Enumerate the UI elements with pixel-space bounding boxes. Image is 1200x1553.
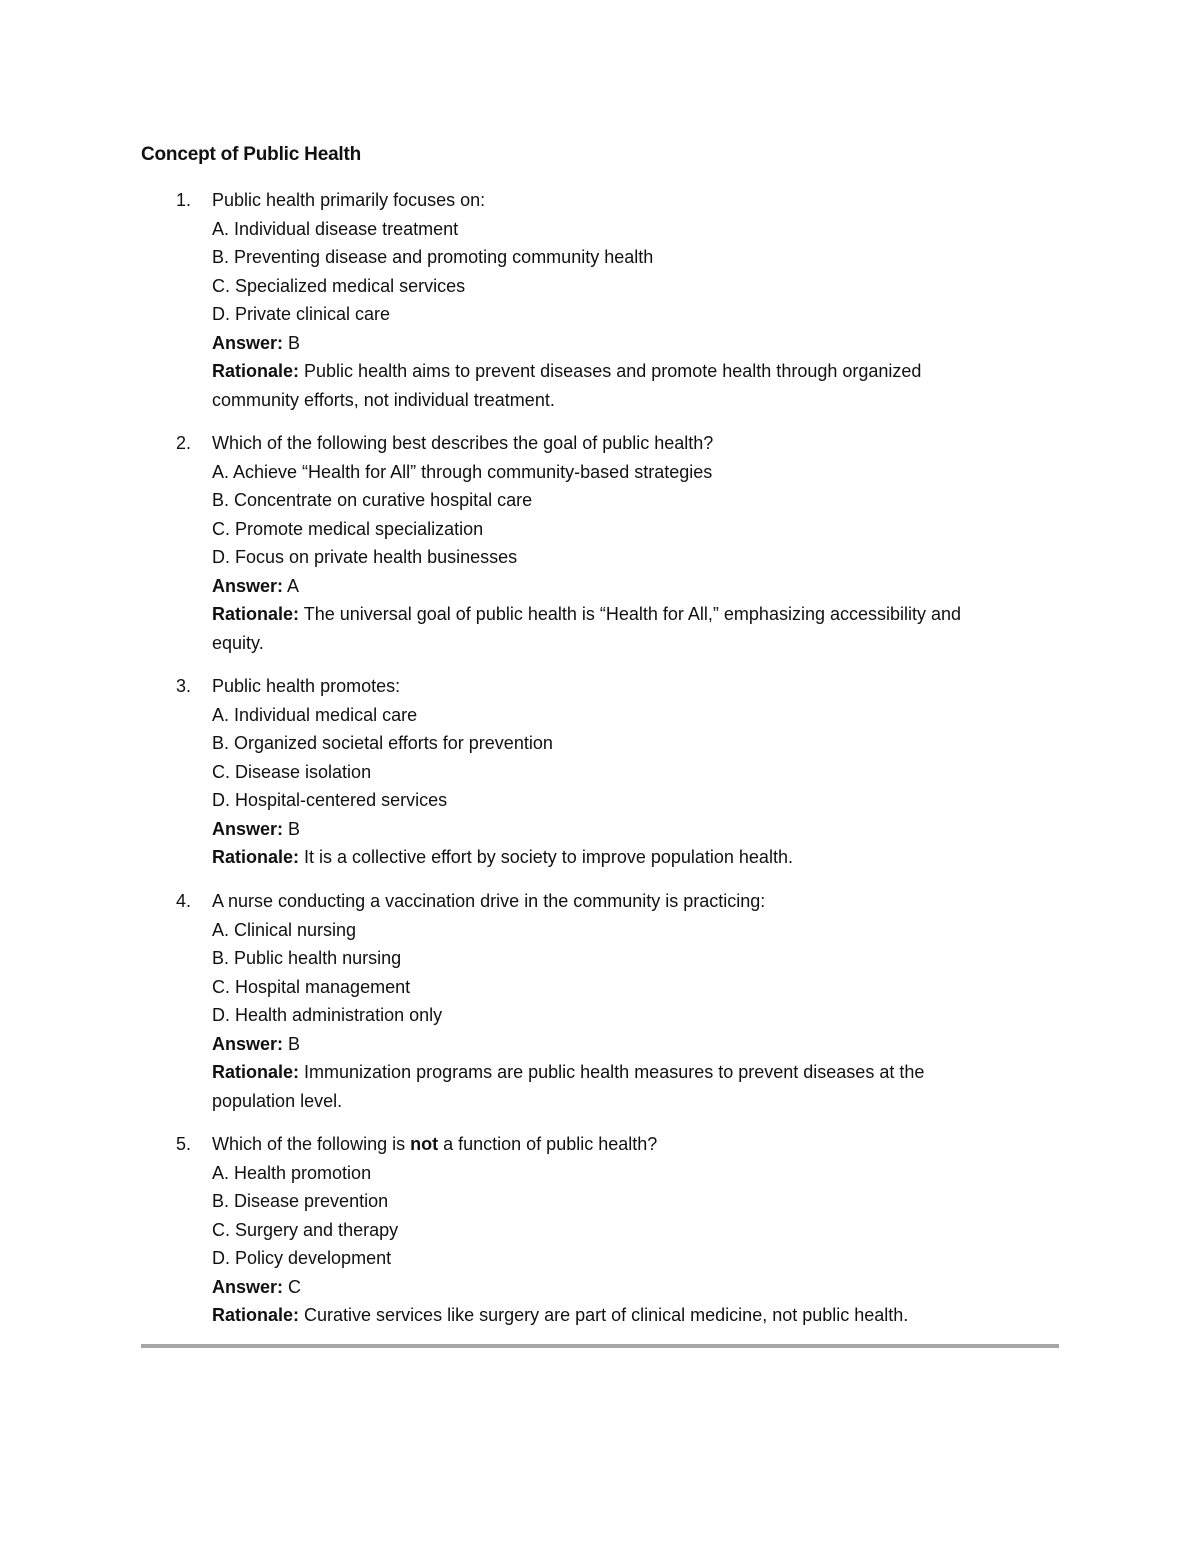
question-stem: Which of the following best describes the goal of public health?	[212, 433, 714, 453]
question-stem: Public health promotes:	[212, 676, 401, 696]
option-a: A. Achieve “Health for All” through community-based strategies	[212, 461, 713, 482]
question-stem: Public health primarily focuses on:	[212, 190, 486, 210]
option-d: D. Hospital-centered services	[212, 790, 448, 810]
answer-value: A	[287, 575, 300, 596]
question-number: 2.	[176, 433, 192, 453]
option-d: D. Focus on private health businesses	[212, 547, 518, 567]
question-number: 1.	[176, 190, 192, 210]
question-stem-emphasis: not	[410, 1134, 439, 1154]
answer-value: B	[288, 818, 301, 839]
option-c: C. Promote medical specialization	[212, 518, 484, 539]
answer-label: Answer:	[212, 575, 284, 596]
option-d: D. Private clinical care	[212, 304, 391, 324]
question-stem-start: Which of the following is	[212, 1134, 406, 1154]
question-4	[141, 887, 1041, 1115]
option-c: C. Disease isolation	[212, 761, 372, 782]
rationale-text-continued: equity.	[212, 632, 264, 653]
question-number: 3.	[176, 676, 192, 696]
rationale-line	[212, 1301, 1041, 1330]
option-c: C. Surgery and therapy	[212, 1219, 399, 1240]
rationale-label: Rationale:	[212, 604, 300, 624]
question-3	[141, 672, 1041, 872]
rationale-text-continued: community efforts, not individual treatment.	[212, 389, 555, 410]
option-b: B. Preventing disease and promoting community health	[212, 247, 654, 267]
answer-line	[212, 329, 1041, 358]
rationale-text: It is a collective effort by society to improve population health.	[304, 847, 793, 867]
question-number: 5.	[176, 1134, 192, 1154]
question-stem-end: a function of public health?	[443, 1134, 658, 1154]
rationale-text: The universal goal of public health is “Health for All,” emphasizing accessibility and	[303, 604, 962, 624]
option-b: B. Public health nursing	[212, 948, 402, 968]
rationale-text: Curative services like surgery are part of clinical medicine, not public health.	[304, 1305, 909, 1325]
rationale-label: Rationale:	[212, 847, 300, 867]
rationale-text: Immunization programs are public health measures to prevent diseases at the	[304, 1062, 925, 1082]
option-d: D. Policy development	[212, 1248, 392, 1268]
question-stem	[212, 1130, 1041, 1159]
answer-label: Answer:	[212, 1276, 284, 1297]
question-1	[141, 186, 1041, 414]
answer-value: C	[288, 1276, 302, 1297]
answer-line	[212, 1273, 1041, 1302]
rationale-line	[212, 357, 1041, 386]
answer-label: Answer:	[212, 818, 284, 839]
question-2	[141, 429, 1041, 657]
rationale-line	[212, 843, 1041, 872]
option-b: B. Concentrate on curative hospital care	[212, 490, 533, 510]
option-c: C. Specialized medical services	[212, 275, 466, 296]
rationale-line	[212, 600, 1041, 629]
option-a: A. Clinical nursing	[212, 919, 357, 940]
answer-line	[212, 1030, 1041, 1059]
option-a: A. Individual disease treatment	[212, 218, 459, 239]
rationale-text-continued: population level.	[212, 1090, 343, 1111]
rationale-line	[212, 1058, 1041, 1087]
answer-line	[212, 815, 1041, 844]
option-a: A. Individual medical care	[212, 704, 418, 725]
answer-label: Answer:	[212, 1033, 284, 1054]
question-5	[141, 1130, 1041, 1330]
answer-value: B	[288, 332, 301, 353]
rationale-label: Rationale:	[212, 1305, 300, 1325]
horizontal-divider	[141, 1344, 1059, 1348]
section-heading: Concept of Public Health	[141, 144, 362, 165]
answer-line	[212, 572, 1041, 601]
question-stem: A nurse conducting a vaccination drive in the community is practicing:	[212, 891, 766, 911]
question-number: 4.	[176, 891, 192, 911]
answer-value: B	[288, 1033, 301, 1054]
option-c: C. Hospital management	[212, 976, 411, 997]
rationale-label: Rationale:	[212, 361, 300, 381]
option-a: A. Health promotion	[212, 1162, 372, 1183]
option-b: B. Organized societal efforts for prevention	[212, 733, 553, 753]
option-b: B. Disease prevention	[212, 1191, 389, 1211]
answer-label: Answer:	[212, 332, 284, 353]
rationale-text: Public health aims to prevent diseases and promote health through organized	[304, 361, 922, 381]
rationale-label: Rationale:	[212, 1062, 300, 1082]
option-d: D. Health administration only	[212, 1005, 443, 1025]
